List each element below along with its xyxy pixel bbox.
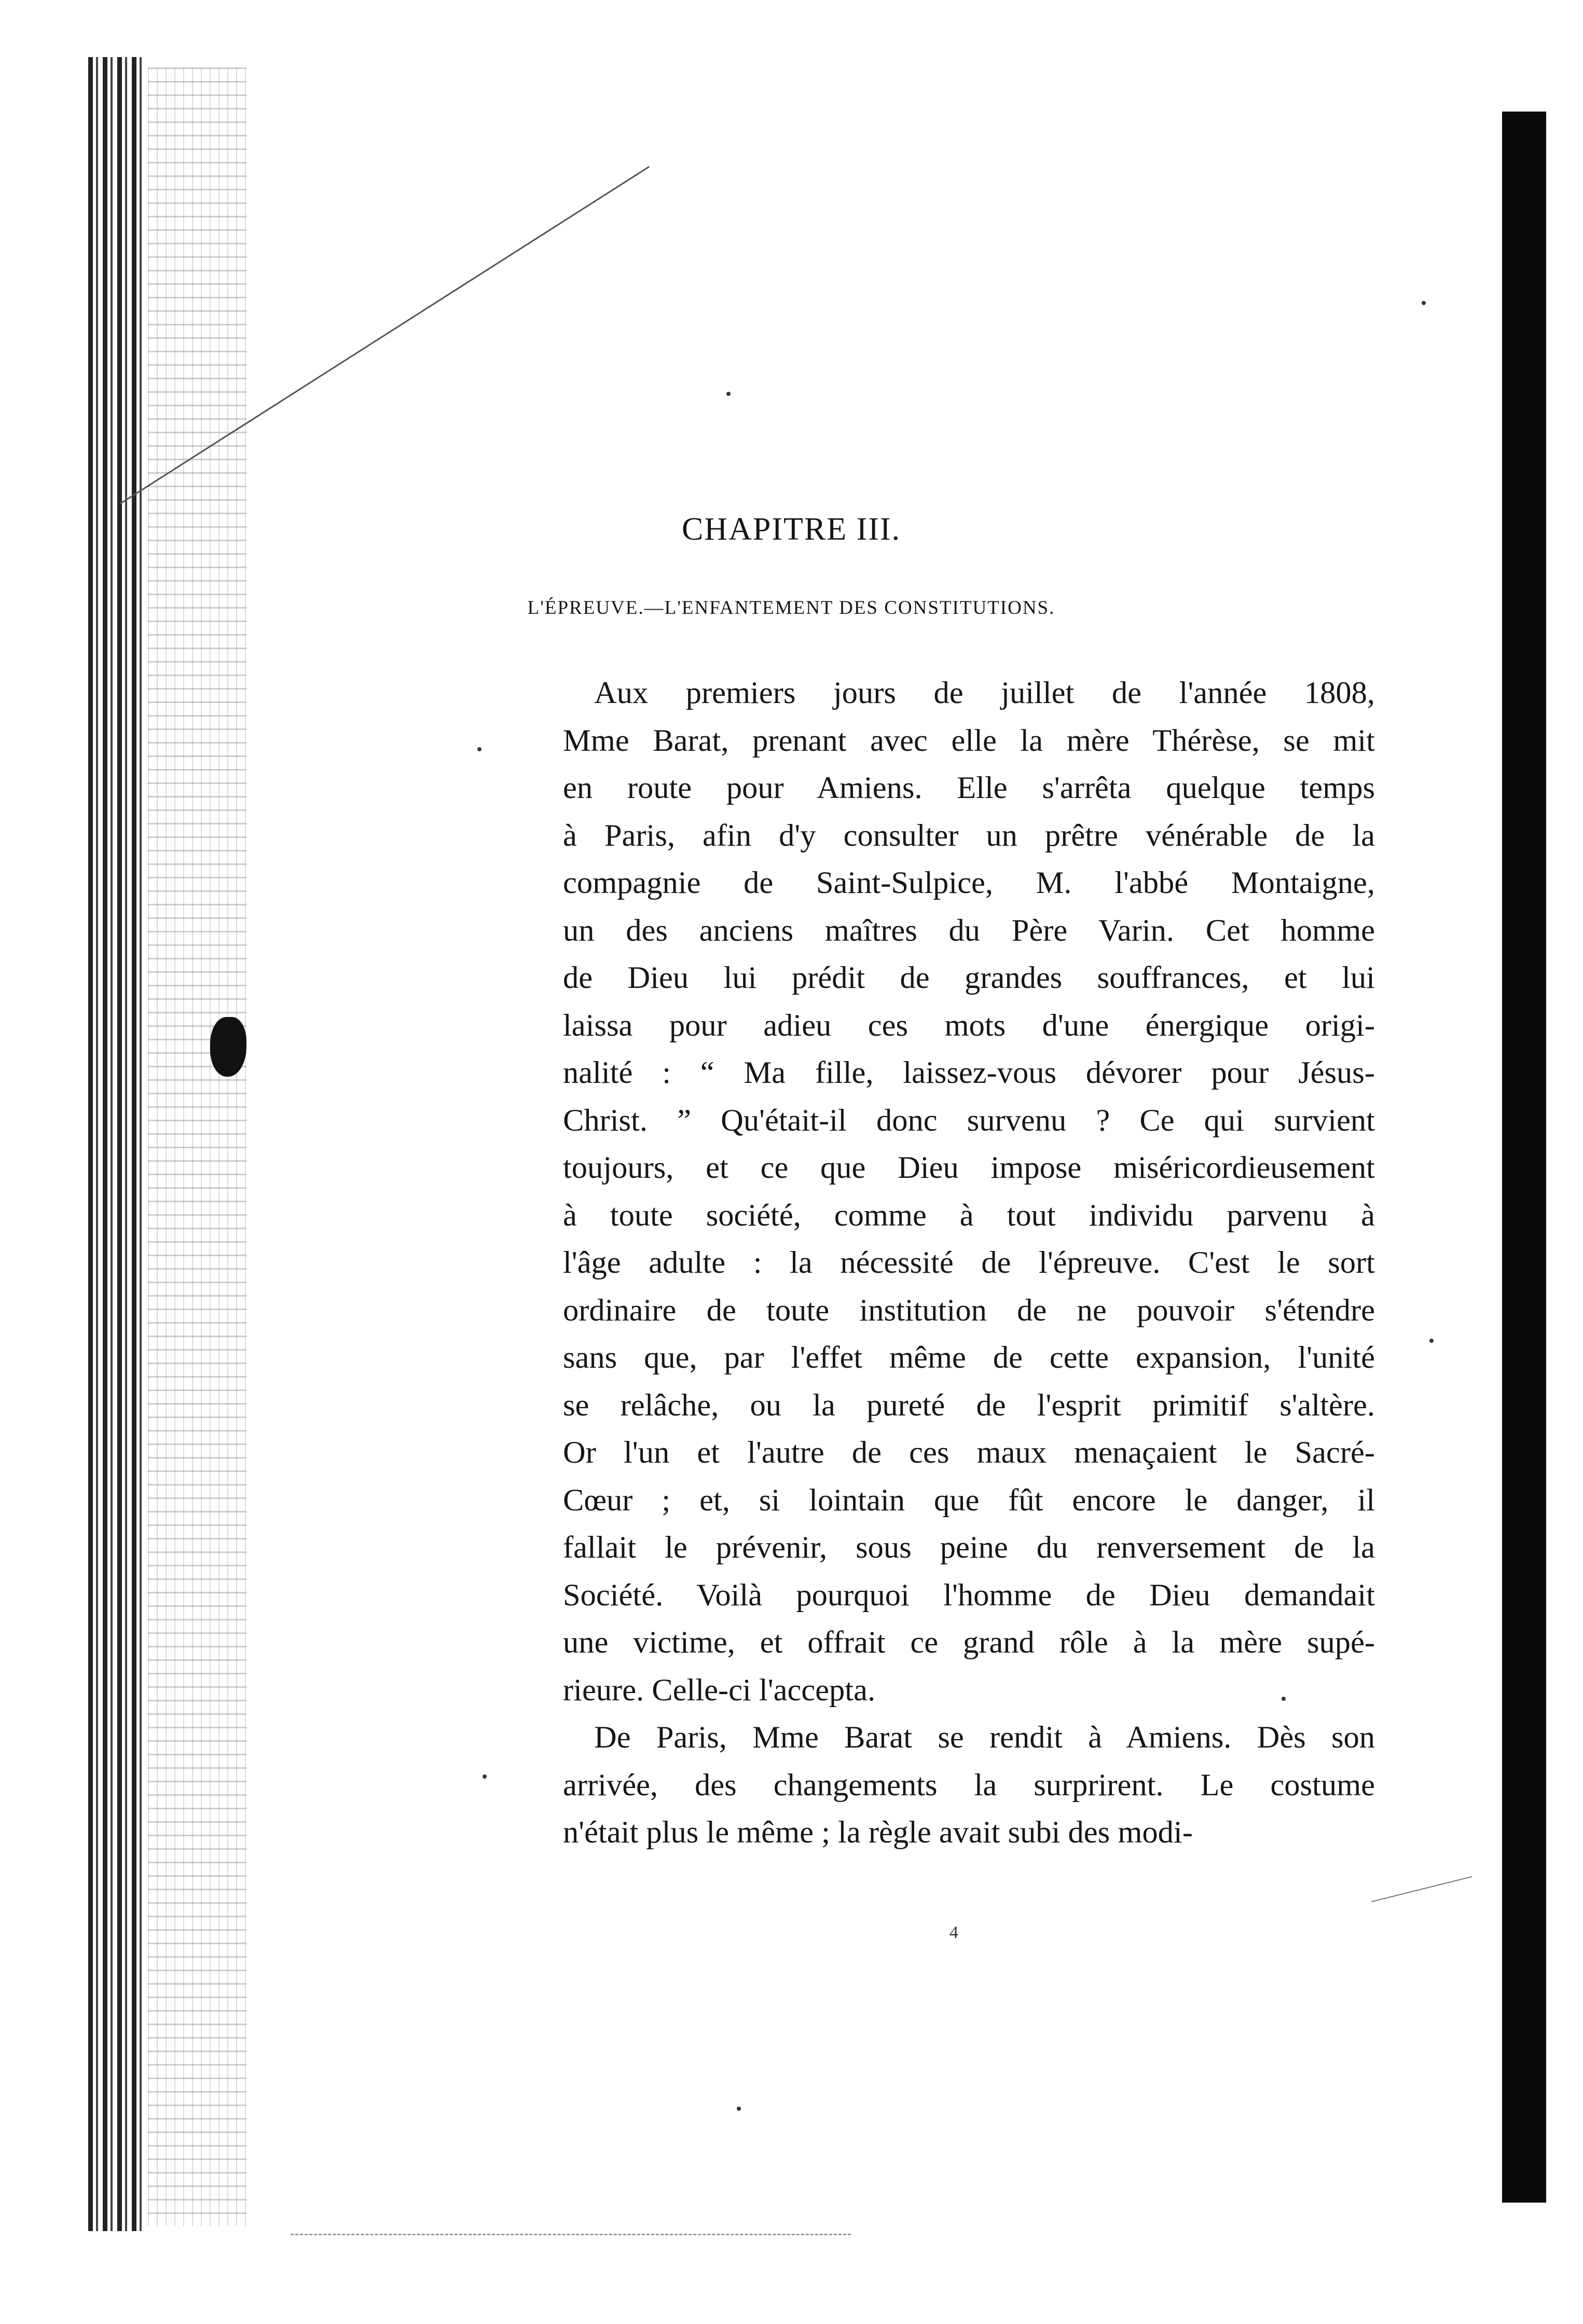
text-line: un des anciens maîtres du Père Varin. Cet homme xyxy=(563,913,1375,948)
speck xyxy=(483,1775,487,1779)
text-line: laissa pour adieu ces mots d'une énergique origi- xyxy=(563,1008,1375,1043)
speck xyxy=(726,392,731,396)
text-line: De Paris, Mme Barat se rendit à Amiens. Dès son xyxy=(594,1720,1375,1755)
text-line: sans que, par l'effet même de cette expansion, l'unité xyxy=(563,1340,1375,1375)
speck xyxy=(1429,1339,1434,1343)
text-line: n'était plus le même ; la règle avait subi des modi- xyxy=(563,1815,1193,1850)
scan-bottom-artifact xyxy=(291,2234,851,2235)
chapter-subtitle: L'ÉPREUVE.—L'ENFANTEMENT DES CONSTITUTIONS. xyxy=(527,597,1055,618)
text-line: une victime, et offrait ce grand rôle à la mère supé- xyxy=(563,1625,1375,1660)
speck xyxy=(737,2107,741,2111)
page-mark: 4 xyxy=(949,1923,958,1942)
text-line: fallait le prévenir, sous peine du renversement de la xyxy=(563,1530,1375,1565)
text-line: Or l'un et l'autre de ces maux menaçaient le Sacré- xyxy=(563,1435,1375,1470)
text-line: en route pour Amiens. Elle s'arrêta quelque temps xyxy=(563,771,1375,805)
text-line: rieure. Celle-ci l'accepta. xyxy=(563,1672,876,1708)
ink-blot xyxy=(210,1017,246,1077)
text-line: Christ. ” Qu'était-il donc survenu ? Ce qui survient xyxy=(563,1103,1375,1138)
text-line: Cœur ; et, si lointain que fût encore le danger, il xyxy=(563,1482,1375,1518)
text-line: Aux premiers jours de juillet de l'année 1808, xyxy=(594,676,1375,710)
text-line: Société. Voilà pourquoi l'homme de Dieu demandait xyxy=(563,1577,1375,1613)
body-text xyxy=(563,669,1375,1857)
speck xyxy=(477,747,481,751)
text-line: se relâche, ou la pureté de l'esprit primitif s'altère. xyxy=(563,1387,1375,1423)
book-spine-shadow xyxy=(88,57,145,2231)
chapter-title: CHAPITRE III. xyxy=(681,512,901,547)
scan-edge-noise xyxy=(148,67,246,2226)
text-line: toujours, et ce que Dieu impose miséricordieusement xyxy=(563,1150,1375,1185)
speck xyxy=(1422,301,1426,305)
scan-border-right xyxy=(1502,112,1546,2203)
text-line: ordinaire de toute institution de ne pouvoir s'étendre xyxy=(563,1292,1375,1328)
text-line: à toute société, comme à tout individu parvenu à xyxy=(563,1198,1375,1233)
text-line: nalité : “ Ma fille, laissez-vous dévorer pour Jésus- xyxy=(563,1055,1375,1090)
text-line: compagnie de Saint-Sulpice, M. l'abbé Montaigne, xyxy=(563,865,1375,900)
text-line: de Dieu lui prédit de grandes souffrances, et lui xyxy=(563,960,1375,995)
text-line: à Paris, afin d'y consulter un prêtre vénérable de la xyxy=(563,818,1375,853)
text-line: arrivée, des changements la surprirent. Le costume xyxy=(563,1767,1375,1803)
stray-mark xyxy=(1371,1876,1472,1902)
text-line: l'âge adulte : la nécessité de l'épreuve. C'est le sort xyxy=(563,1245,1375,1280)
text-line: Mme Barat, prenant avec elle la mère Thérèse, se mit xyxy=(563,723,1375,758)
